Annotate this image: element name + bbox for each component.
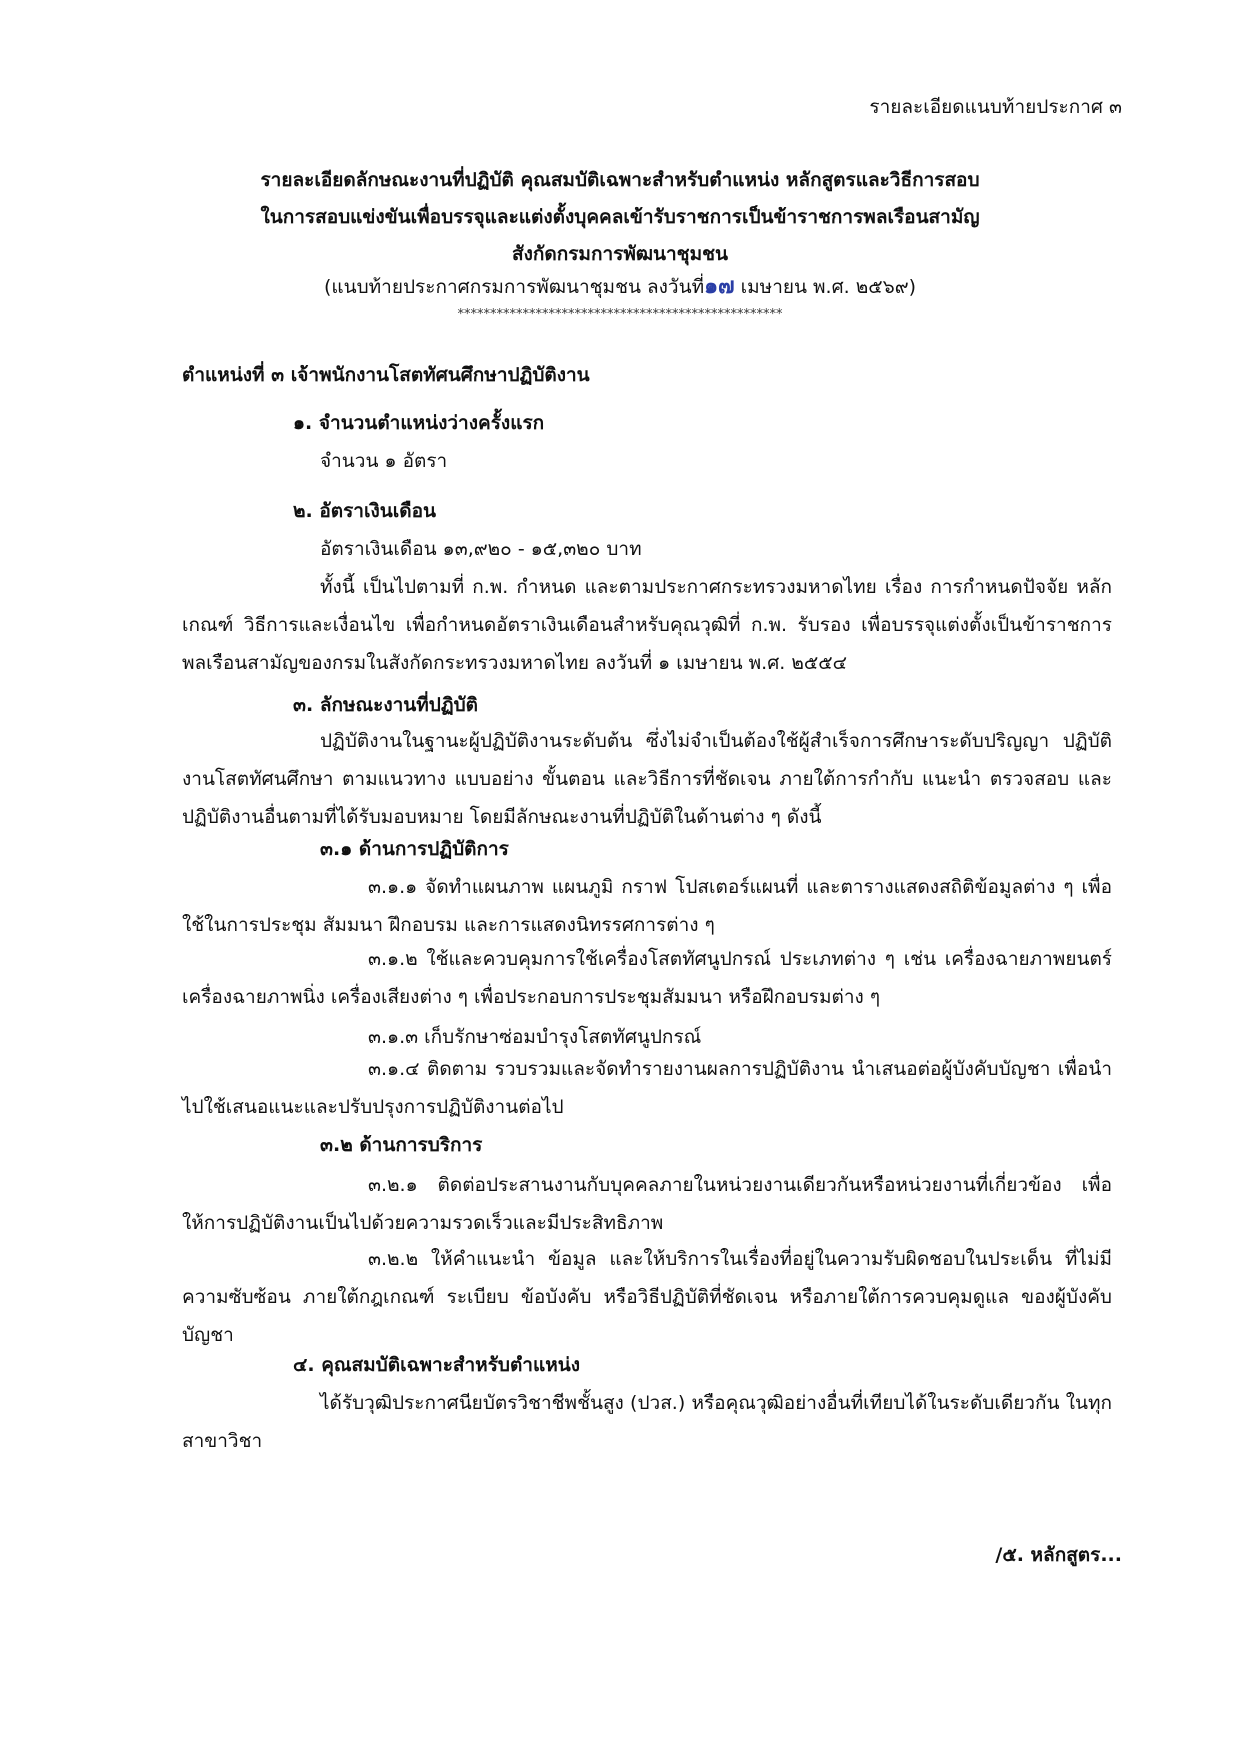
item-3-1-1-text: ๓.๑.๑ จัดทำแผนภาพ แผนภูมิ กราฟ โปสเตอร์แผนที่ และตารางแสดงสถิติข้อมูลต่าง ๆ เพื่อใช้ในการประชุม สัมมนา ฝึกอบรม และการแสดงนิทรรศการต่าง ๆ: [182, 876, 1112, 936]
subtitle-suffix: เมษายน พ.ศ. ๒๕๖๙): [734, 276, 917, 298]
title-line-1: รายละเอียดลักษณะงานที่ปฏิบัติ คุณสมบัติเฉพาะสำหรับตำแหน่ง หลักสูตรและวิธีการสอบ: [260, 169, 980, 191]
section-2-paragraph-text: ทั้งนี้ เป็นไปตามที่ ก.พ. กำหนด และตามประกาศกระทรวงมหาดไทย เรื่อง การกำหนดปัจจัย หลักเกณฑ์ วิธีการและเงื่อนไข เพื่อกำหนดอัตราเงินเดือนสำหรับคุณวุฒิที่ ก.พ. รับรอง เพื่อบรรจุแต่งตั้งเป็นข้าราชการพลเรือนสามัญของกรมในสังกัดกระทรวงมหาดไทย ลงวันที่ ๑ เมษายน พ.ศ. ๒๕๕๔: [182, 576, 1112, 674]
section-4-paragraph: [182, 1384, 1112, 1460]
item-3-1-4-text: ๓.๑.๔ ติดตาม รวบรวมและจัดทำรายงานผลการปฏิบัติงาน นำเสนอต่อผู้บังคับบัญชา เพื่อนำไปใช้เสนอแนะและปรับปรุงการปฏิบัติงานต่อไป: [182, 1058, 1112, 1118]
item-3-1-2: [182, 940, 1112, 1016]
section-3-2-heading: ๓.๒ ด้านการบริการ: [320, 1134, 483, 1156]
section-1-value: จำนวน ๑ อัตรา: [320, 450, 448, 472]
attachment-note: รายละเอียดแนบท้ายประกาศ ๓: [869, 96, 1122, 118]
section-3-1-heading: ๓.๑ ด้านการปฏิบัติการ: [320, 838, 509, 860]
item-3-1-1: [182, 868, 1112, 944]
title-line-2: ในการสอบแข่งขันเพื่อบรรจุและแต่งตั้งบุคคลเข้ารับราชการเป็นข้าราชการพลเรือนสามัญ: [260, 206, 980, 228]
item-3-1-3: ๓.๑.๓ เก็บรักษาซ่อมบำรุงโสตทัศนูปกรณ์: [368, 1026, 702, 1048]
item-3-1-2-text: ๓.๑.๒ ใช้และควบคุมการใช้เครื่องโสตทัศนูปกรณ์ ประเภทต่าง ๆ เช่น เครื่องฉายภาพยนตร์ เครื่องฉายภาพนิ่ง เครื่องเสียงต่าง ๆ เพื่อประกอบการประชุมสัมมนา หรือฝึกอบรมต่าง ๆ: [182, 948, 1112, 1008]
item-3-2-1: [182, 1166, 1112, 1242]
star-divider: **************************************************: [457, 307, 783, 322]
item-3-2-2: [182, 1240, 1112, 1354]
section-2-value: อัตราเงินเดือน ๑๓,๙๒๐ - ๑๕,๓๒๐ บาท: [320, 538, 642, 560]
item-3-2-1-text: ๓.๒.๑ ติดต่อประสานงานกับบุคคลภายในหน่วยงานเดียวกันหรือหน่วยงานที่เกี่ยวข้อง เพื่อให้การปฏิบัติงานเป็นไปด้วยความรวดเร็วและมีประสิทธิภาพ: [182, 1174, 1112, 1234]
position-title: ตำแหน่งที่ ๓ เจ้าพนักงานโสตทัศนศึกษาปฏิบัติงาน: [182, 364, 590, 386]
document-title: [160, 162, 1080, 273]
item-3-1-4: [182, 1050, 1112, 1126]
section-3-paragraph-text: ปฏิบัติงานในฐานะผู้ปฏิบัติงานระดับต้น ซึ่งไม่จำเป็นต้องใช้ผู้สำเร็จการศึกษาระดับปริญญา ปฏิบัติงานโสตทัศนศึกษา ตามแนวทาง แบบอย่าง ขั้นตอน และวิธีการที่ชัดเจน ภายใต้การกำกับ แนะนำ ตรวจสอบ และปฏิบัติงานอื่นตามที่ได้รับมอบหมาย โดยมีลักษณะงานที่ปฏิบัติในด้านต่าง ๆ ดังนี้: [182, 730, 1112, 828]
section-2-heading: ๒. อัตราเงินเดือน: [293, 500, 436, 522]
announcement-date-line: [160, 268, 1080, 303]
subtitle-prefix: (แนบท้ายประกาศกรมการพัฒนาชุมชน ลงวันที่: [323, 276, 705, 298]
section-1-heading: ๑. จำนวนตำแหน่งว่างครั้งแรก: [293, 412, 545, 434]
continued-footer: /๕. หลักสูตร...: [995, 1544, 1122, 1566]
title-line-3: สังกัดกรมการพัฒนาชุมชน: [512, 243, 728, 265]
item-3-2-2-text: ๓.๒.๒ ให้คำแนะนำ ข้อมูล และให้บริการในเรื่องที่อยู่ในความรับผิดชอบในประเด็น ที่ไม่มีความซับซ้อน ภายใต้กฎเกณฑ์ ระเบียบ ข้อบังคับ หรือวิธีปฏิบัติที่ชัดเจน หรือภายใต้การควบคุมดูแล ของผู้บังคับบัญชา: [182, 1248, 1112, 1346]
section-4-heading: ๔. คุณสมบัติเฉพาะสำหรับตำแหน่ง: [293, 1354, 581, 1376]
handwritten-day: ๑๗: [704, 273, 735, 299]
section-3-heading: ๓. ลักษณะงานที่ปฏิบัติ: [293, 694, 478, 716]
section-4-paragraph-text: ได้รับวุฒิประกาศนียบัตรวิชาชีพชั้นสูง (ปวส.) หรือคุณวุฒิอย่างอื่นที่เทียบได้ในระดับเดียวกัน ในทุกสาขาวิชา: [182, 1392, 1112, 1452]
section-3-paragraph: [182, 722, 1112, 836]
section-2-paragraph: [182, 568, 1112, 682]
